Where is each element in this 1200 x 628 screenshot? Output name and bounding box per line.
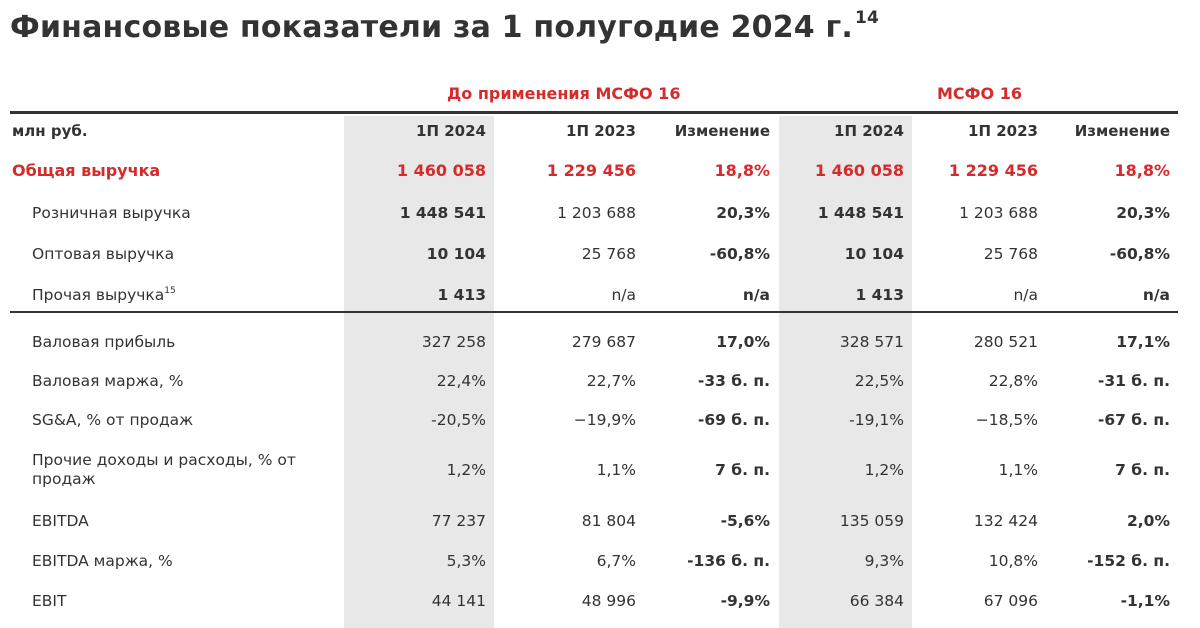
header-ifrs-change: Изменение [1074,122,1170,140]
cell-pre-change: 20,3% [716,203,770,222]
cell-ifrs-2024: 10 104 [844,244,904,263]
cell-pre-2023: 279 687 [571,332,636,351]
cell-ifrs-2024: 22,5% [854,371,904,390]
cell-ifrs-2024: 9,3% [864,552,904,570]
cell-ifrs-2024: 1 460 058 [814,160,904,180]
cell-pre-2024: 1 448 541 [399,203,486,222]
header-ifrs-2024: 1П 2024 [834,122,904,140]
header-pre-2023: 1П 2023 [566,122,636,140]
table-row-ebitda [10,501,1178,541]
group-label-ifrs16: МСФО 16 [937,84,1022,103]
title-text: Финансовые показатели за 1 полугодие 2024 г. [10,10,853,45]
cell-pre-change: -9,9% [720,592,770,610]
cell-ifrs-2024: 1 413 [855,285,904,304]
cell-pre-2024: 5,3% [446,552,486,570]
cell-ifrs-change: -67 б. п. [1097,410,1170,429]
table-row-gross-profit [10,322,1178,361]
cell-pre-2023: n/a [611,285,636,304]
row-label: Оптовая выручка [32,244,175,263]
cell-ifrs-change: -152 б. п. [1087,552,1170,570]
cell-ifrs-2023: 10,8% [988,552,1038,570]
spacer-cell [10,315,1178,322]
cell-ifrs-change: 7 б. п. [1115,461,1170,479]
cell-ifrs-2023: n/a [1013,285,1038,304]
table-row-wholesale-revenue [10,233,1178,274]
cell-pre-2023: −19,9% [573,410,636,429]
cell-ifrs-change: -31 б. п. [1097,371,1170,390]
cell-pre-2023: 22,7% [586,371,636,390]
cell-ifrs-change: 20,3% [1116,203,1170,222]
cell-pre-change: 7 б. п. [715,461,770,479]
table-row-sga [10,400,1178,439]
cell-ifrs-2023: 25 768 [983,244,1038,263]
group-label-pre-ifrs16: До применения МСФО 16 [447,84,681,103]
cell-pre-2024: 44 141 [431,592,486,610]
cell-pre-2024: 10 104 [426,244,486,263]
cell-ifrs-2023: 280 521 [973,332,1038,351]
table-row-other-revenue [10,274,1178,315]
cell-ifrs-2023: 1,1% [998,461,1038,479]
cell-pre-2023: 48 996 [581,592,636,610]
cell-ifrs-2024: 1,2% [864,461,904,479]
cell-pre-change: 18,8% [714,160,770,180]
cell-pre-2023: 1 229 456 [546,160,636,180]
row-label-text: Прочая выручка [32,285,165,304]
cell-pre-2023: 1,1% [596,461,636,479]
row-label [10,274,344,315]
cell-pre-2023: 1 203 688 [557,203,636,222]
cell-pre-2024: 327 258 [421,332,486,351]
cell-ifrs-2023: 67 096 [983,592,1038,610]
table-row-other-income-expenses [10,439,1178,501]
table-row-ebitda-margin [10,541,1178,581]
cell-pre-change: -33 б. п. [697,371,770,390]
cell-pre-change: 17,0% [716,332,770,351]
cell-ifrs-2023: 1 229 456 [948,160,1038,180]
cell-ifrs-2023: 132 424 [973,512,1038,530]
cell-pre-change: -5,6% [720,512,770,530]
cell-ifrs-2024: 135 059 [839,512,904,530]
page-title [10,8,879,45]
cell-ifrs-change: 17,1% [1116,332,1170,351]
cell-pre-2023: 6,7% [596,552,636,570]
row-label: EBITDA маржа, % [32,552,173,570]
table-row-retail-revenue [10,192,1178,233]
cell-pre-2024: 1 413 [437,285,486,304]
cell-pre-change: -60,8% [709,244,770,263]
cell-pre-change: -136 б. п. [687,552,770,570]
cell-ifrs-2023: −18,5% [975,410,1038,429]
table-row-total-revenue [10,148,1178,192]
cell-ifrs-2024: 66 384 [849,592,904,610]
row-label: Розничная выручка [32,203,191,222]
row-label: EBITDA [32,512,89,530]
row-label: Валовая маржа, % [32,371,184,390]
cell-pre-2023: 25 768 [581,244,636,263]
row-label: Прочие доходы и расходы, % от продаж [32,451,296,488]
cell-pre-2024: -20,5% [431,410,486,429]
cell-ifrs-2024: 1 448 541 [817,203,904,222]
cell-pre-2024: 1 460 058 [396,160,486,180]
cell-ifrs-change: -1,1% [1120,592,1170,610]
cell-pre-2024: 22,4% [436,371,486,390]
cell-ifrs-2023: 22,8% [988,371,1038,390]
cell-ifrs-2024: 328 571 [839,332,904,351]
spacer-row [10,315,1178,322]
cell-ifrs-2023: 1 203 688 [959,203,1038,222]
cell-pre-2024: 1,2% [446,461,486,479]
row-label: Общая выручка [12,160,161,180]
cell-pre-2024: 77 237 [431,512,486,530]
header-pre-change: Изменение [674,122,770,140]
cell-ifrs-change: -60,8% [1109,244,1170,263]
row-label: Валовая прибыль [32,332,176,351]
cell-ifrs-2024: -19,1% [849,410,904,429]
header-pre-2024: 1П 2024 [416,122,486,140]
cell-ifrs-change: 18,8% [1114,160,1170,180]
row-footnote: 15 [164,285,176,296]
row-label: EBIT [32,592,67,610]
row-label: SG&A, % от продаж [32,410,194,429]
cell-pre-change: -69 б. п. [697,410,770,429]
table-row-gross-margin [10,361,1178,400]
cell-ifrs-change: n/a [1142,285,1170,304]
cell-pre-2023: 81 804 [581,512,636,530]
cell-ifrs-change: 2,0% [1127,512,1170,530]
cell-pre-change: n/a [742,285,770,304]
header-units: млн руб. [12,122,88,140]
financial-table [10,114,1178,621]
header-row [10,114,1178,148]
title-footnote: 14 [855,8,880,28]
header-ifrs-2023: 1П 2023 [968,122,1038,140]
table-row-ebit [10,581,1178,621]
